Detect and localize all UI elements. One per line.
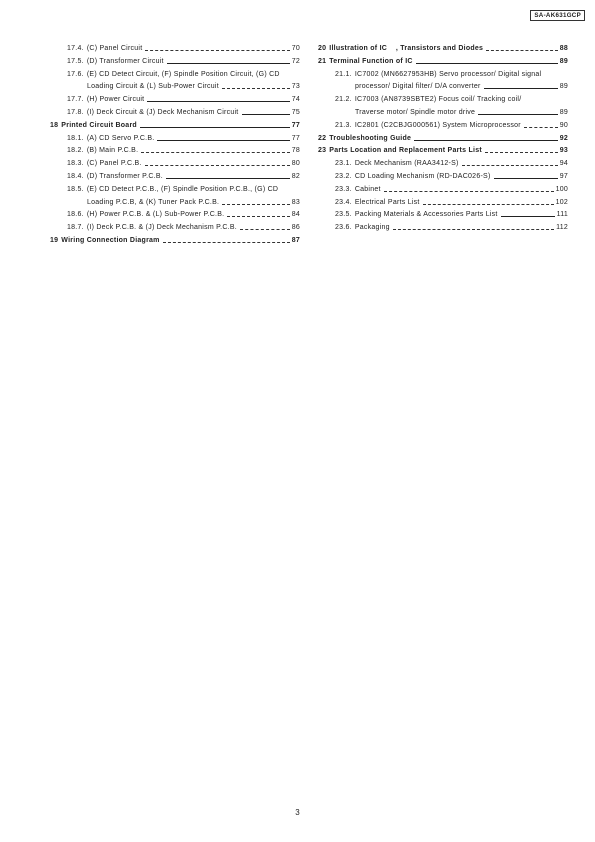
- toc-entry-title: Packing Materials & Accessories Parts List: [354, 211, 498, 219]
- toc-entry-number: 20: [318, 45, 327, 52]
- toc-entry-title: IC2801 (C2CBJG000561) System Microprocessor: [354, 121, 521, 129]
- toc-entry-number: 21.1.: [335, 70, 352, 78]
- toc-entry-title: Parts Location and Replacement Parts List: [329, 147, 482, 155]
- toc-entry-title: (H) Power P.C.B. & (L) Sub-Power P.C.B.: [86, 211, 225, 219]
- toc-entry-page: 78: [291, 147, 300, 155]
- toc-entry-number: 18.4.: [67, 172, 84, 180]
- toc-entry-title: (A) CD Servo P.C.B.: [86, 134, 155, 142]
- toc-entry-title: (C) Panel Circuit: [86, 45, 143, 52]
- toc-entry-page: 102: [555, 198, 568, 206]
- dot-leader: [462, 165, 558, 166]
- toc-entry-number: 23.6.: [335, 224, 352, 232]
- toc-entry-page: 86: [291, 224, 300, 232]
- toc-entry-number: 17.4.: [67, 45, 84, 52]
- dot-leader: [141, 152, 289, 153]
- toc-entry[interactable]: [318, 199, 568, 207]
- toc-entry-title: Traverse motor/ Spindle motor drive: [355, 108, 476, 116]
- toc-entry-title: Terminal Function of IC: [329, 57, 413, 65]
- toc-entry-page: 89: [559, 57, 568, 65]
- toc-entry-page: 88: [559, 45, 568, 52]
- toc-entry-title: (H) Power Circuit: [86, 96, 145, 104]
- toc-entry-title: Wiring Connection Diagram: [61, 236, 160, 244]
- toc-entry-number: 18.2.: [67, 147, 84, 155]
- toc-entry-number: 23.1.: [335, 160, 352, 168]
- dot-leader: [486, 50, 558, 51]
- toc-entry[interactable]: [50, 83, 300, 91]
- dot-leader: [166, 178, 290, 179]
- toc-entry-page: 75: [291, 108, 300, 116]
- toc-entry-number: 18.7.: [67, 224, 84, 232]
- toc-entry[interactable]: [318, 147, 568, 155]
- dot-leader: [478, 114, 558, 115]
- toc-entry-page: 74: [291, 96, 300, 104]
- toc-entry-title: (I) Deck P.C.B. & (J) Deck Mechanism P.C.B.: [86, 224, 237, 232]
- toc-entry-number: 17.8.: [67, 108, 84, 116]
- toc-entry-page: 77: [291, 134, 300, 142]
- toc-entry-page: 82: [291, 172, 300, 180]
- toc-entry-number: 17.6.: [67, 70, 84, 78]
- toc-entry-title: CD Loading Mechanism (RD-DAC026-S): [354, 172, 491, 180]
- toc-entry[interactable]: [318, 173, 568, 181]
- toc-entry[interactable]: [318, 224, 568, 232]
- toc-entry[interactable]: [50, 96, 300, 104]
- toc-entry-title: Loading P.C.B, & (K) Tuner Pack P.C.B.: [87, 198, 220, 206]
- toc-entry[interactable]: [50, 211, 300, 219]
- dot-leader: [157, 140, 289, 141]
- toc-entry[interactable]: [318, 83, 568, 91]
- toc-entry-page: 80: [291, 160, 300, 168]
- toc-entry-title: Deck Mechanism (RAA3412-S): [354, 160, 459, 168]
- toc-entry[interactable]: [50, 186, 300, 194]
- toc-entry-number: 21: [318, 57, 327, 65]
- toc-entry-title: (D) Transformer P.C.B.: [86, 172, 163, 180]
- toc-entry-page: 90: [559, 121, 568, 129]
- dot-leader: [524, 127, 558, 128]
- toc-left-column: [50, 45, 300, 250]
- toc-entry[interactable]: [318, 71, 568, 79]
- toc-entry[interactable]: [50, 147, 300, 155]
- toc-entry-title: Troubleshooting Guide: [329, 134, 412, 142]
- toc-entry-number: 19: [50, 236, 59, 244]
- toc-entry-title: processor/ Digital filter/ D/A converter: [355, 83, 481, 91]
- toc-right-column: [318, 45, 568, 237]
- toc-entry-page: 93: [559, 147, 568, 155]
- toc-entry-number: 18: [50, 121, 59, 129]
- toc-entry[interactable]: [50, 71, 300, 79]
- toc-entry-page: 83: [291, 198, 300, 206]
- toc-entry-number: 23.5.: [335, 211, 352, 219]
- toc-entry[interactable]: [318, 109, 568, 117]
- dot-leader: [414, 140, 558, 141]
- toc-entry-number: 17.5.: [67, 57, 84, 65]
- toc-entry-title: Packaging: [354, 224, 390, 232]
- toc-entry[interactable]: [318, 58, 568, 66]
- toc-entry-page: 72: [291, 57, 300, 65]
- page-number: 3: [295, 808, 300, 817]
- dot-leader: [485, 152, 558, 153]
- toc-entry[interactable]: [50, 58, 300, 66]
- toc-entry-number: 18.1.: [67, 134, 84, 142]
- toc-entry[interactable]: [318, 211, 568, 219]
- toc-entry-title: (D) Transformer Circuit: [86, 57, 164, 65]
- dot-leader: [423, 204, 554, 205]
- toc-entry-page: 77: [291, 121, 300, 129]
- toc-entry[interactable]: [50, 109, 300, 117]
- toc-entry[interactable]: [50, 45, 300, 53]
- toc-entry-title: (B) Main P.C.B.: [86, 147, 139, 155]
- toc-entry-title: IC7002 (MN6627953HB) Servo processor/ Digital signal: [354, 70, 542, 78]
- dot-leader: [240, 229, 290, 230]
- toc-entry-page: 112: [556, 224, 568, 232]
- dot-leader: [227, 216, 289, 217]
- model-number-label: SA-AK631GCP: [530, 10, 585, 21]
- toc-entry[interactable]: [50, 173, 300, 181]
- toc-entry[interactable]: [318, 122, 568, 130]
- dot-leader: [222, 204, 290, 205]
- toc-entry-number: 23.3.: [335, 185, 352, 193]
- dot-leader: [147, 101, 289, 102]
- toc-entry-page: 70: [291, 45, 300, 52]
- toc-entry-page: 94: [559, 160, 568, 168]
- toc-entry[interactable]: [318, 135, 568, 143]
- dot-leader: [393, 229, 554, 230]
- toc-entry-page: 100: [555, 185, 568, 193]
- toc-entry[interactable]: [50, 237, 300, 245]
- toc-entry-page: 73: [291, 83, 300, 91]
- dot-leader: [140, 127, 290, 128]
- dot-leader: [242, 114, 290, 115]
- dot-leader: [145, 50, 289, 51]
- dot-leader: [222, 88, 290, 89]
- toc-entry[interactable]: [50, 224, 300, 232]
- toc-entry-number: 23.4.: [335, 198, 352, 206]
- toc-entry-page: 89: [559, 108, 568, 116]
- toc-entry[interactable]: [318, 186, 568, 194]
- toc-entry-number: 21.2.: [335, 96, 352, 104]
- toc-entry-page: 84: [291, 211, 300, 219]
- dot-leader: [145, 165, 290, 166]
- toc-entry-number: 23.2.: [335, 172, 352, 180]
- toc-entry[interactable]: [50, 199, 300, 207]
- toc-entry-number: 18.6.: [67, 211, 84, 219]
- dot-leader: [494, 178, 558, 179]
- toc-entry-title: (I) Deck Circuit & (J) Deck Mechanism Circuit: [86, 108, 239, 116]
- toc-entry-title: Printed Circuit Board: [61, 121, 137, 129]
- dot-leader: [416, 63, 558, 64]
- toc-entry-title: (C) Panel P.C.B.: [86, 160, 142, 168]
- toc-entry-page: 92: [559, 134, 568, 142]
- toc-entry[interactable]: [318, 160, 568, 168]
- dot-leader: [167, 63, 290, 64]
- toc-entry-number: 21.3.: [335, 121, 352, 129]
- toc-entry-number: 22: [318, 134, 327, 142]
- dot-leader: [163, 242, 290, 243]
- toc-entry-title: IC7003 (AN8739SBTE2) Focus coil/ Tracking coil/: [354, 96, 522, 104]
- dot-leader: [501, 216, 555, 217]
- toc-entry-number: 18.5.: [67, 185, 84, 193]
- toc-entry-title: (E) CD Detect P.C.B., (F) Spindle Position P.C.B., (G) CD: [86, 185, 279, 193]
- toc-entry[interactable]: [50, 122, 300, 130]
- toc-entry-number: 18.3.: [67, 160, 84, 168]
- toc-entry-page: 97: [559, 172, 568, 180]
- toc-entry-page: 87: [291, 236, 300, 244]
- toc-entry-title: (E) CD Detect Circuit, (F) Spindle Position Circuit, (G) CD: [86, 70, 280, 78]
- toc-entry[interactable]: [318, 45, 568, 53]
- toc-entry[interactable]: [50, 135, 300, 143]
- dot-leader: [384, 191, 554, 192]
- toc-entry-title: Loading Circuit & (L) Sub-Power Circuit: [87, 83, 219, 91]
- toc-entry-title: Electrical Parts List: [354, 198, 420, 206]
- toc-entry-page: 89: [559, 83, 568, 91]
- toc-entry-title: Illustration of IC , Transistors and Diodes: [329, 45, 484, 52]
- toc-entry-title: Cabinet: [354, 185, 381, 193]
- dot-leader: [484, 88, 558, 89]
- toc-entry[interactable]: [50, 160, 300, 168]
- toc-entry[interactable]: [318, 96, 568, 104]
- toc-entry-number: 23: [318, 147, 327, 155]
- toc-entry-number: 17.7.: [67, 96, 84, 104]
- toc-entry-page: 111: [556, 211, 568, 219]
